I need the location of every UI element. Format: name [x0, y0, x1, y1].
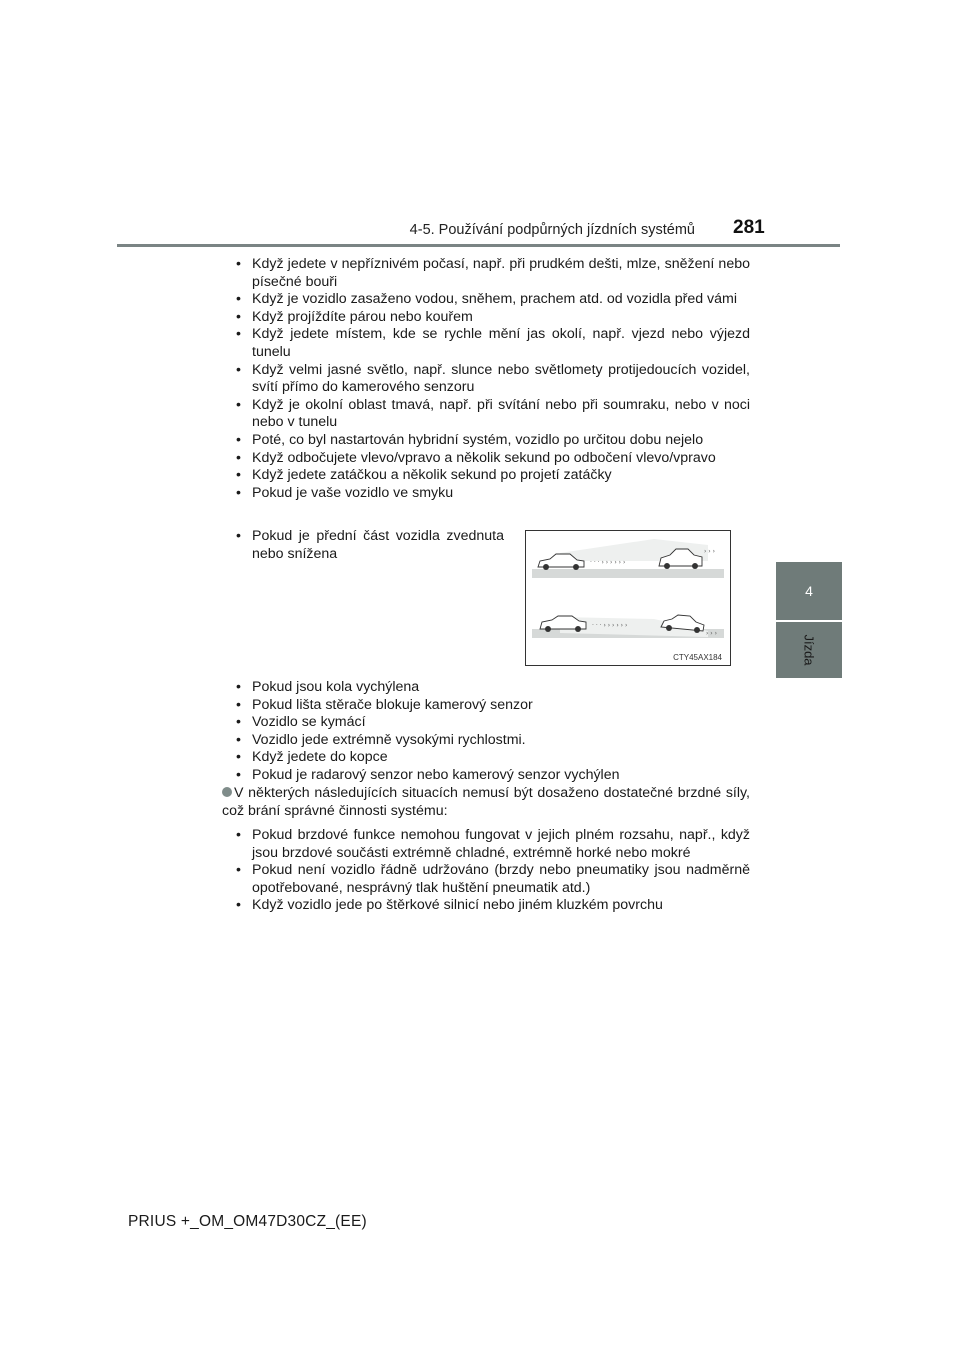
list-item: • Když je vozidlo zasaženo vodou, sněhem, prachem atd. od vozidla před vámi — [234, 291, 750, 309]
svg-text:· · · › › › › › ›: · · · › › › › › › — [592, 622, 628, 629]
list-item: • Pokud jsou kola vychýlena — [234, 679, 750, 697]
svg-text:· · · › › › › › ›: · · · › › › › › › — [590, 559, 626, 566]
condition-list-top — [234, 256, 750, 502]
chapter-tab-number: 4 — [776, 562, 842, 620]
list-item: • Když jedete do kopce — [234, 749, 750, 767]
list-item: • Když je okolní oblast tmavá, např. při svítání nebo při soumraku, nebo v noci nebo v tunelu — [234, 397, 750, 432]
list-item: • Vozidlo jede extrémně vysokými rychlostmi. — [234, 732, 750, 750]
list-item: • Když velmi jasné světlo, např. slunce nebo světlomety protijedoucích vozidel, svítí přímo do kamerového senzoru — [234, 362, 750, 397]
list-item: • Pokud lišta stěrače blokuje kamerový senzor — [234, 697, 750, 715]
svg-text:› › ›: › › › — [704, 548, 716, 555]
list-item: • Vozidlo se kymácí — [234, 714, 750, 732]
brake-note — [222, 785, 750, 820]
list-item: • Když odbočujete vlevo/vpravo a několik sekund po odbočení vlevo/vpravo — [234, 450, 750, 468]
condition-list-bottom — [234, 679, 750, 785]
list-item: • Poté, co byl nastartován hybridní systém, vozidlo po určitou dobu nejelo — [234, 432, 750, 450]
chapter-tab-label — [776, 622, 842, 678]
list-item: • Když jedete zatáčkou a několik sekund po projetí zatáčky — [234, 467, 750, 485]
page-number: 281 — [733, 217, 765, 238]
list-item: • Když projíždíte párou nebo kouřem — [234, 309, 750, 327]
header-divider — [117, 244, 840, 247]
brake-condition-list — [234, 827, 750, 915]
car-illustration — [526, 531, 730, 665]
list-item: • Pokud není vozidlo řádně udržováno (brzdy nebo pneumatiky jsou nadměrně opotřebované, nesprávný tlak huštění pneumatik atd.) — [234, 862, 750, 897]
figure-code: CTY45AX184 — [673, 653, 722, 662]
vehicle-pitch-illustration — [525, 530, 731, 666]
list-item: • Pokud je vaše vozidlo ve smyku — [234, 485, 750, 503]
list-item: • Pokud brzdové funkce nemohou fungovat v jejich plném rozsahu, např., když jsou brzdové součásti extrémně chladné, extrémně horké nebo mokré — [234, 827, 750, 862]
list-item: • Když jedete místem, kde se rychle mění jas okolí, např. vjezd nebo výjezd tunelu — [234, 326, 750, 361]
bullet-circle-icon — [222, 787, 232, 797]
list-item: • Když jedete v nepříznivém počasí, např. při prudkém dešti, mlze, sněžení nebo písečné bouři — [234, 256, 750, 291]
list-item: • Pokud je přední část vozidla zvednuta nebo snížena — [234, 528, 504, 563]
brake-note-text: V některých následujících situacích nemusí být dosaženo dostatečné brzdné síly, což brání správné činnosti systému: — [222, 785, 750, 819]
section-title: 4-5. Používání podpůrných jízdních systémů — [409, 222, 695, 238]
document-code: PRIUS +_OM_OM47D30CZ_(EE) — [128, 1213, 367, 1230]
condition-list-figure — [234, 528, 504, 563]
list-item: • Když vozidlo jede po štěrkové silnicí nebo jiném kluzkém povrchu — [234, 897, 750, 915]
list-item: • Pokud je radarový senzor nebo kamerový senzor vychýlen — [234, 767, 750, 785]
svg-text:› › ›: › › › — [706, 630, 718, 637]
chapter-tab-label-text: Jízda — [801, 634, 817, 666]
